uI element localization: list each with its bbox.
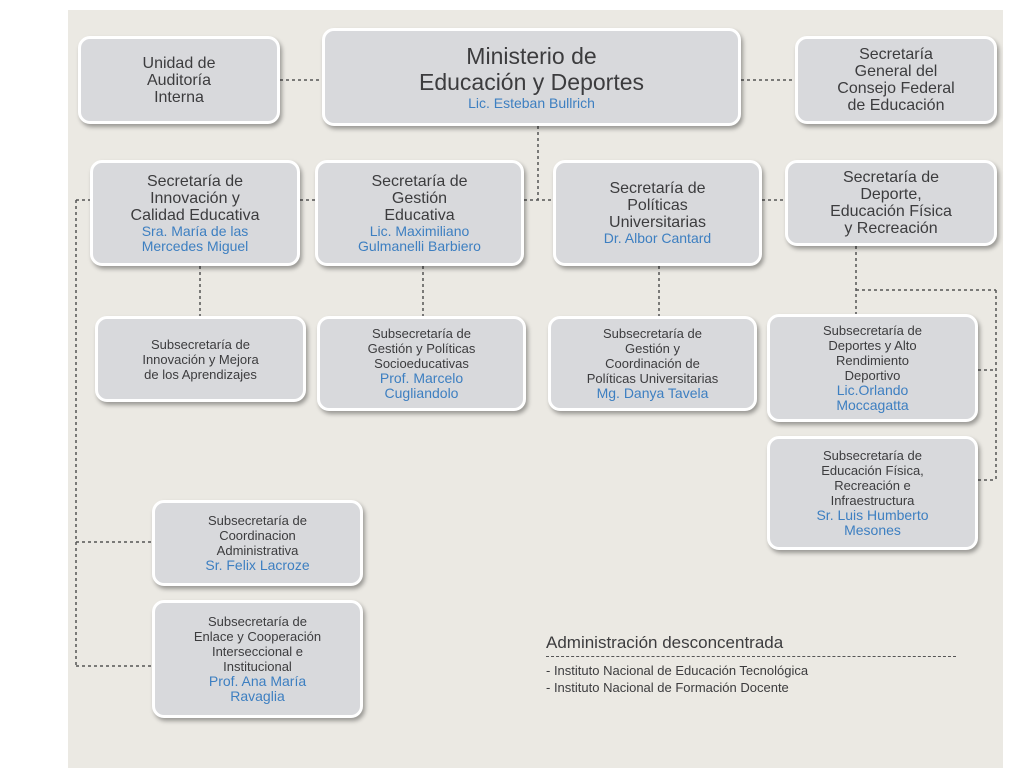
auditoria-box	[78, 36, 280, 124]
secretaria-innovacion-box	[90, 160, 300, 266]
subsecretaria-gestion-box	[317, 316, 526, 411]
secretaria-gestion-person: Lic. Maximiliano Gulmanelli Barbiero	[358, 222, 481, 254]
subsecretaria-deportes-person: Lic.Orlando Moccagatta	[836, 382, 909, 413]
admin-item-infd: - Instituto Nacional de Formación Docente	[546, 680, 789, 695]
subsecretaria-deportes-title: Subsecretaría de Deportes y Alto Rendimiento Deportivo	[822, 323, 922, 383]
subsecretaria-coord-politicas-person: Mg. Danya Tavela	[596, 385, 709, 401]
consejo-box	[795, 36, 997, 124]
subsecretaria-coord-politicas-box	[548, 316, 757, 411]
secretaria-politicas-title: Secretaría de Políticas Universitarias	[609, 180, 706, 231]
secretaria-innovacion-person: Sra. María de las Mercedes Miguel	[141, 222, 249, 254]
subsecretaria-enlace-person: Prof. Ana María Ravaglia	[208, 673, 307, 704]
subsecretaria-coord-admin-box	[152, 500, 363, 586]
admin-item-inet: - Instituto Nacional de Educación Tecnológica	[546, 663, 809, 678]
subsecretaria-deportes-box	[767, 314, 978, 422]
secretaria-deporte-box	[785, 160, 997, 246]
secretaria-gestion-box	[315, 160, 524, 266]
subsecretaria-enlace-title: Subsecretaría de Enlace y Cooperación Interseccional e Institucional	[193, 614, 322, 674]
secretaria-politicas-box	[553, 160, 762, 266]
ministerio-title: Ministerio de Educación y Deportes	[418, 42, 644, 95]
subsecretaria-gestion-title: Subsecretaría de Gestión y Políticas Socioeducativas	[367, 326, 476, 371]
subsecretaria-enlace-box	[152, 600, 363, 718]
subsecretaria-educacion-fisica-box	[767, 436, 978, 550]
subsecretaria-innovacion-box	[95, 316, 306, 402]
secretaria-politicas-person: Dr. Albor Cantard	[603, 230, 712, 246]
consejo-title: Secretaría General del Consejo Federal de Educación	[837, 46, 955, 114]
secretaria-innovacion-title: Secretaría de Innovación y Calidad Educativa	[130, 172, 260, 224]
administracion-desconcentrada	[546, 633, 966, 696]
subsecretaria-coord-politicas-title: Subsecretaría de Gestión y Coordinación de Políticas Universitarias	[586, 326, 719, 386]
subsecretaria-coord-admin-person: Sr. Felix Lacroze	[205, 557, 310, 573]
subsecretaria-gestion-person: Prof. Marcelo Cugliandolo	[379, 370, 464, 401]
administracion-list	[546, 662, 966, 696]
subsecretaria-coord-admin-title: Subsecretaría de Coordinacion Administrativa	[207, 513, 307, 558]
secretaria-deporte-title: Secretaría de Deporte, Educación Física y Recreación	[830, 169, 952, 237]
subsecretaria-innovacion-title: Subsecretaría de Innovación y Mejora de los Aprendizajes	[142, 336, 259, 382]
subsecretaria-educacion-fisica-title: Subsecretaría de Educación Física, Recreación e Infraestructura	[821, 448, 924, 508]
administracion-title: Administración desconcentrada	[546, 633, 956, 657]
ministerio-person: Lic. Esteban Bullrich	[468, 94, 595, 111]
ministerio-box	[322, 28, 741, 126]
subsecretaria-educacion-fisica-person: Sr. Luis Humberto Mesones	[816, 507, 929, 538]
secretaria-gestion-title: Secretaría de Gestión Educativa	[371, 172, 468, 224]
auditoria-title: Unidad de Auditoría Interna	[142, 54, 216, 106]
